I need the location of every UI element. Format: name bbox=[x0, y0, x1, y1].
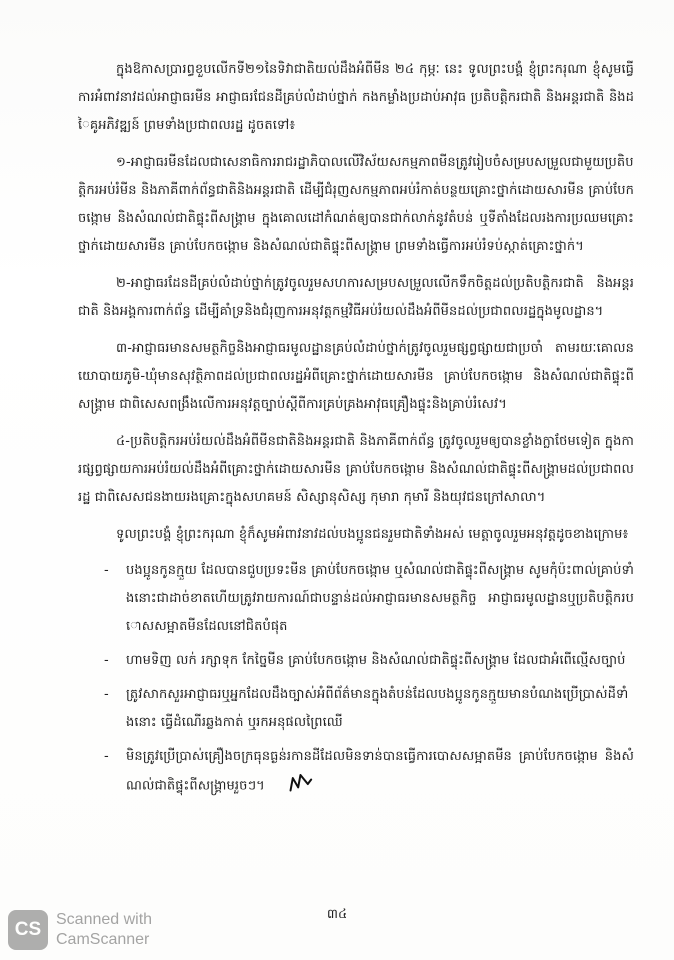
camscanner-logo-icon: CS bbox=[8, 910, 48, 950]
watermark-text bbox=[56, 910, 152, 950]
bullet-list bbox=[78, 557, 634, 801]
list-item bbox=[104, 681, 634, 737]
list-item bbox=[104, 743, 634, 801]
watermark-line-1: Scanned with bbox=[56, 911, 153, 928]
document-body bbox=[78, 56, 634, 807]
paragraph-item-1: ១-អាជ្ញាធរមីនដែលជាសេនាធិការរាជរដ្ឋាភិបាលលើវិស័យសកម្មភាពមីនត្រូវរៀបចំសម្របសម្រួលជាមួយប្រតិបត្តិករអប់រំមីន និងភាគីពាក់ព័ន្ធជាតិនិងអន្តរជាតិ ដើម្បីជំរុញសកម្មភាពអប់រំកាត់បន្ថយគ្រោះថ្នាក់ដោយសារមីន គ្រាប់បែកចង្កោម និងសំណល់ជាតិផ្ទុះពីសង្គ្រាម ក្នុងគោលដៅកំណត់ឲ្យបានជាក់លាក់នូវតំបន់ ឬទីតាំងដែលរងការប្រឈមគ្រោះថ្នាក់ដោយសារមីន គ្រាប់បែកចង្កោម និងសំណល់ជាតិផ្ទុះពីសង្គ្រាម ព្រមទាំងធ្វើការអប់រំទប់ស្កាត់គ្រោះថ្នាក់។ bbox=[78, 155, 634, 254]
page-number: ៣៤ bbox=[326, 907, 348, 922]
bullet-marker: - bbox=[104, 563, 109, 578]
handwritten-mark-icon-svg bbox=[285, 769, 316, 795]
paragraph-item-3: ៣-អាជ្ញាធរមានសមត្ថកិច្ចនិងអាជ្ញាធរមូលដ្ឋានគ្រប់លំដាប់ថ្នាក់ត្រូវចូលរួមផ្សព្វផ្សាយជាប្រចាំ តាមរយៈគោលនយោបាយភូមិ-ឃុំមានសុវត្ថិភាពដល់ប្រជាពលរដ្ឋអំពីគ្រោះថ្នាក់ដោយសារមីន គ្រាប់បែកចង្កោម និងសំណល់ជាតិផ្ទុះពីសង្គ្រាម ជាពិសេសពង្រឹងលើការអនុវត្តច្បាប់ស្តីពីការគ្រប់គ្រងអាវុធគ្រឿងផ្ទុះនិងគ្រាប់រំសេវ។ bbox=[78, 341, 634, 412]
watermark-line-2: CamScanner bbox=[56, 931, 150, 948]
camscanner-watermark bbox=[8, 906, 188, 954]
paragraph-item-2: ២-អាជ្ញាធរដែនដីគ្រប់លំដាប់ថ្នាក់ត្រូវចូលរួមសហការសម្របសម្រួលលើកទឹកចិត្តដល់ប្រតិបត្តិករជាតិ និងអន្តរជាតិ និងអង្គការពាក់ព័ន្ធ ដើម្បីគាំទ្រនិងជំរុញការអនុវត្តកម្មវិធីអប់រំយល់ដឹងអំពីមីនដល់ប្រជាពលរដ្ឋក្នុងមូលដ្ឋាន។ bbox=[78, 276, 634, 319]
bullet-text: មិនត្រូវប្រើប្រាស់គ្រឿងចក្រធុនធ្ងន់រកានដីដែលមិនទាន់បានធ្វើការបោសសម្អាតមីន គ្រាប់បែកចង្កោម និងសំណល់ជាតិផ្ទុះពីសង្គ្រាមរួចៗ។ bbox=[126, 749, 634, 794]
appeal-paragraph: ទូលព្រះបង្គំ ខ្ញុំព្រះករុណា ខ្ញុំក៏សូមអំពាវនាវដល់បងប្អូនជនរួមជាតិទាំងអស់ មេត្តាចូលរួមអនុវត្តដូចខាងក្រោម៖ bbox=[116, 527, 629, 542]
handwritten-mark-icon bbox=[285, 769, 317, 803]
list-item bbox=[104, 647, 634, 675]
bullet-marker: - bbox=[104, 749, 109, 764]
bullet-text: ត្រូវសាកសួរអាជ្ញាធរឬអ្នកដែលដឹងច្បាស់អំពីព័ត៌មានក្នុងតំបន់ដែលបងប្អូនកូនក្មួយមានបំណងប្រើប្រាស់ដីទាំងនោះ ធ្វើដំណើរឆ្លងកាត់ ឬរកអនុផលព្រៃឈើ bbox=[126, 687, 629, 730]
list-item bbox=[104, 557, 634, 641]
paragraph-opening: ក្នុងឱកាសប្រារព្ធខួបលើកទី២១នៃទិវាជាតិយល់ដឹងអំពីមីន ២៤ កុម្ភៈ នេះ ទូលព្រះបង្គំ ខ្ញុំព្រះករុណា ខ្ញុំសូមធ្វើការអំពាវនាវដល់អាជ្ញាធរមីន អាជ្ញាធរជែនដីគ្រប់លំដាប់ថ្នាក់ កងកម្លាំងប្រដាប់អាវុធ ប្រតិបត្តិករជាតិ និងអន្តរជាតិ និងដៃគូអភិវឌ្ឍន៍ ព្រមទាំងប្រជាពលរដ្ឋ ដូចតទៅ៖ bbox=[78, 62, 634, 133]
bullet-text: បងប្អូនកូនក្មួយ ដែលបានជួបប្រទះមីន គ្រាប់បែកចង្កោម ឬសំណល់ជាតិផ្ទុះពីសង្គ្រាម សូមកុំប៉ះពាល់គ្រាប់ទាំងនោះជាដាច់ខាតហើយត្រូវរាយការណ៍ជាបន្ទាន់ដល់អាជ្ញាធរមានសមត្ថកិច្ច អាជ្ញាធរមូលដ្ឋានឬប្រតិបត្តិករបោសសម្អាតមីនដែលនៅជិតបំផុត bbox=[126, 563, 634, 634]
bullet-marker: - bbox=[104, 687, 109, 702]
paragraph-item-4: ៤-ប្រតិបត្តិករអប់រំយល់ដឹងអំពីមីនជាតិនិងអន្តរជាតិ និងភាគីពាក់ព័ន្ធ ត្រូវចូលរួមឲ្យបានខ្លាំងក្លាថែមទៀត ក្នុងការផ្សព្វផ្សាយការអប់រំយល់ដឹងអំពីគ្រោះថ្នាក់ដោយសារមីន គ្រាប់បែកចង្កោម និងសំណល់ជាតិផ្ទុះពីសង្គ្រាមដល់ប្រជាពលរដ្ឋ ជាពិសេសជនងាយរងគ្រោះក្នុងសហគមន៍ សិស្សានុសិស្ស កុមារា កុមារី និងយុវជនក្រៅសាលា។ bbox=[78, 434, 634, 505]
bullet-text: ហាមទិញ លក់ រក្សាទុក កែច្នៃមីន គ្រាប់បែកចង្កោម និងសំណល់ជាតិផ្ទុះពីសង្គ្រាម ដែលជាអំពើល្មើសច្បាប់ bbox=[126, 653, 626, 668]
bullet-marker: - bbox=[104, 653, 109, 668]
